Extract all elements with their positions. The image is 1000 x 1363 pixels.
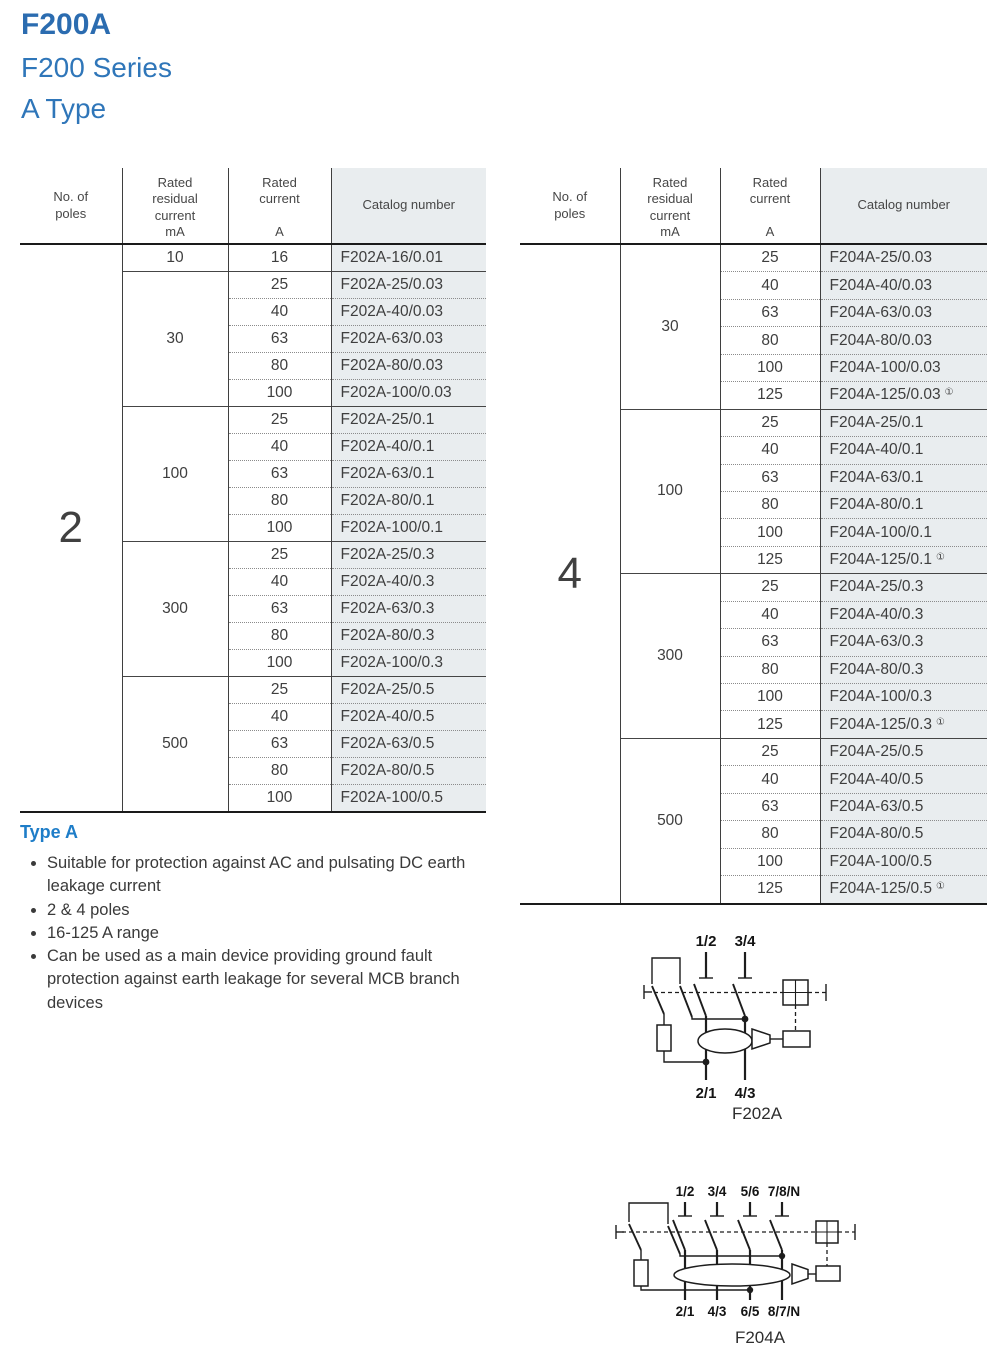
catalog-number: F204A-25/0.03 bbox=[820, 244, 987, 272]
rated-current-value: 25 bbox=[720, 574, 820, 601]
rated-current-value: 25 bbox=[228, 272, 331, 299]
bullet-item: • 2 & 4 poles bbox=[47, 899, 498, 922]
footnote-mark: ① bbox=[936, 716, 946, 728]
col-header-catalog-label: Catalog number bbox=[362, 197, 455, 213]
catalog-number: F202A-16/0.01 bbox=[331, 244, 486, 272]
junction-dot bbox=[703, 1059, 710, 1066]
residual-current-value: 300 bbox=[620, 574, 720, 739]
switch-mechanism-box bbox=[783, 980, 808, 1005]
rated-current-value: 100 bbox=[228, 380, 331, 407]
rated-current-value: 40 bbox=[720, 437, 820, 464]
junction-dot bbox=[779, 1253, 785, 1259]
catalog-number: F204A-63/0.3 bbox=[820, 629, 987, 656]
catalog-number: F202A-25/0.5 bbox=[331, 677, 486, 704]
footnote-mark: ① bbox=[944, 387, 954, 399]
col-header-residual-label: Rated residual current bbox=[152, 175, 198, 223]
catalog-number: F204A-125/0.5 ① bbox=[820, 876, 987, 903]
rated-current-value: 25 bbox=[720, 244, 820, 272]
bullet-item: • 16-125 A range bbox=[47, 922, 498, 945]
catalog-number: F202A-100/0.1 bbox=[331, 515, 486, 542]
catalog-number: F204A-100/0.5 bbox=[820, 848, 987, 875]
catalog-number: F204A-63/0.03 bbox=[820, 299, 987, 326]
catalog-number: F202A-63/0.3 bbox=[331, 596, 486, 623]
switch-mechanism-box bbox=[816, 1221, 838, 1243]
rated-current-value: 63 bbox=[720, 299, 820, 326]
catalog-number: F204A-80/0.1 bbox=[820, 491, 987, 518]
catalog-number: F202A-80/0.03 bbox=[331, 353, 486, 380]
residual-current-value: 100 bbox=[620, 409, 720, 574]
col-header-poles-label: No. of poles bbox=[53, 189, 89, 221]
catalog-number: F204A-80/0.5 bbox=[820, 821, 987, 848]
page-subtitle-series: F200 Series bbox=[21, 52, 172, 83]
rated-current-value: 40 bbox=[228, 569, 331, 596]
poles-value: 2 bbox=[58, 503, 83, 552]
col-header-catalog-number bbox=[820, 168, 987, 244]
table-header-row bbox=[520, 168, 987, 244]
f202a-wiring-diagram bbox=[640, 928, 840, 1103]
terminal-label: 7/8/N bbox=[767, 1184, 801, 1199]
terminal-label: 3/4 bbox=[707, 1184, 727, 1199]
rated-current-value: 63 bbox=[720, 464, 820, 491]
terminal-label: 3/4 bbox=[734, 933, 756, 950]
table-row bbox=[520, 244, 987, 272]
rated-current-value: 80 bbox=[228, 353, 331, 380]
col-header-residual-unit: mA bbox=[165, 224, 185, 239]
rated-current-value: 63 bbox=[228, 461, 331, 488]
table-header-row bbox=[20, 168, 486, 244]
catalog-number: F202A-80/0.1 bbox=[331, 488, 486, 515]
col-header-residual-unit: mA bbox=[660, 224, 680, 239]
col-header-poles bbox=[520, 168, 620, 244]
residual-current-value: 30 bbox=[122, 272, 228, 407]
catalog-number: F204A-40/0.3 bbox=[820, 601, 987, 628]
col-header-poles bbox=[20, 168, 122, 244]
terminal-label: 6/5 bbox=[740, 1304, 760, 1319]
current-transformer-toroid bbox=[698, 1029, 752, 1053]
catalog-number: F202A-100/0.03 bbox=[331, 380, 486, 407]
catalog-number: F204A-125/0.1 ① bbox=[820, 546, 987, 573]
rated-current-value: 80 bbox=[720, 491, 820, 518]
col-header-rated-current bbox=[228, 168, 331, 244]
rated-current-value: 100 bbox=[228, 650, 331, 677]
catalog-number: F204A-125/0.3 ① bbox=[820, 711, 987, 738]
catalog-number: F202A-25/0.03 bbox=[331, 272, 486, 299]
terminal-label: 2/1 bbox=[695, 1085, 717, 1102]
rated-current-value: 40 bbox=[720, 601, 820, 628]
test-resistor bbox=[657, 1025, 671, 1051]
rated-current-value: 40 bbox=[228, 434, 331, 461]
catalog-number: F204A-25/0.5 bbox=[820, 738, 987, 765]
catalog-number: F204A-80/0.03 bbox=[820, 327, 987, 354]
rated-current-value: 100 bbox=[720, 519, 820, 546]
residual-current-value: 30 bbox=[620, 244, 720, 409]
col-header-poles-label: No. of poles bbox=[552, 189, 588, 221]
catalog-number: F204A-63/0.1 bbox=[820, 464, 987, 491]
catalog-number: F202A-40/0.3 bbox=[331, 569, 486, 596]
catalog-number: F202A-63/0.03 bbox=[331, 326, 486, 353]
f204a-wiring-diagram bbox=[610, 1178, 870, 1323]
sensing-arrow bbox=[752, 1029, 770, 1049]
rated-current-value: 63 bbox=[720, 629, 820, 656]
rated-current-value: 63 bbox=[228, 731, 331, 758]
f204a-selection-table bbox=[520, 168, 987, 905]
col-header-residual-label: Rated residual current bbox=[647, 175, 693, 223]
junction-dot bbox=[747, 1287, 753, 1293]
pole-4 bbox=[770, 1202, 789, 1300]
catalog-number: F202A-40/0.03 bbox=[331, 299, 486, 326]
catalog-number: F204A-25/0.3 bbox=[820, 574, 987, 601]
f204a-caption: F204A bbox=[734, 1328, 786, 1347]
f202a-selection-table bbox=[20, 168, 486, 813]
catalog-number: F202A-80/0.3 bbox=[331, 623, 486, 650]
rated-current-value: 25 bbox=[720, 738, 820, 765]
rated-current-value: 100 bbox=[720, 848, 820, 875]
type-a-bullet-list bbox=[20, 852, 498, 1015]
pole-2 bbox=[733, 952, 752, 1080]
terminal-label: 1/2 bbox=[695, 933, 717, 950]
table-row bbox=[20, 244, 486, 272]
rated-current-value: 16 bbox=[228, 244, 331, 272]
rated-current-value: 125 bbox=[720, 546, 820, 573]
rated-current-value: 25 bbox=[720, 409, 820, 436]
rated-current-value: 63 bbox=[228, 596, 331, 623]
page-subtitle-type: A Type bbox=[21, 93, 107, 124]
type-a-heading: Type A bbox=[20, 822, 79, 842]
rated-current-value: 100 bbox=[720, 354, 820, 381]
catalog-number: F202A-100/0.5 bbox=[331, 785, 486, 812]
terminal-label: 4/3 bbox=[734, 1085, 756, 1102]
col-header-residual-current bbox=[620, 168, 720, 244]
rated-current-value: 80 bbox=[228, 623, 331, 650]
rated-current-value: 100 bbox=[720, 684, 820, 711]
catalog-number: F202A-40/0.5 bbox=[331, 704, 486, 731]
catalog-number: F204A-40/0.03 bbox=[820, 272, 987, 299]
catalog-number: F204A-40/0.1 bbox=[820, 437, 987, 464]
f202a-caption: F202A bbox=[731, 1104, 783, 1123]
catalog-number: F204A-100/0.03 bbox=[820, 354, 987, 381]
trip-relay bbox=[783, 1031, 810, 1047]
sensing-arrow bbox=[792, 1264, 808, 1284]
residual-current-value: 500 bbox=[620, 738, 720, 902]
rated-current-value: 63 bbox=[720, 793, 820, 820]
catalog-number: F204A-80/0.3 bbox=[820, 656, 987, 683]
catalog-number: F204A-125/0.03 ① bbox=[820, 382, 987, 409]
f202a-table bbox=[20, 168, 486, 811]
rated-current-value: 100 bbox=[228, 785, 331, 812]
rated-current-value: 25 bbox=[228, 542, 331, 569]
pole-1 bbox=[673, 1202, 692, 1300]
catalog-number: F204A-40/0.5 bbox=[820, 766, 987, 793]
residual-current-value: 300 bbox=[122, 542, 228, 677]
bullet-item: • Can be used as a main device providing ground fault protection against earth leakage for several MCB branch devices bbox=[47, 945, 498, 1015]
bullet-item: • Suitable for protection against AC and pulsating DC earth leakage current bbox=[47, 852, 498, 899]
rated-current-value: 25 bbox=[228, 407, 331, 434]
catalog-number: F202A-25/0.1 bbox=[331, 407, 486, 434]
rated-current-value: 125 bbox=[720, 876, 820, 903]
rated-current-value: 80 bbox=[720, 656, 820, 683]
catalog-number: F202A-63/0.1 bbox=[331, 461, 486, 488]
f204a-table bbox=[520, 168, 987, 903]
catalog-number: F202A-100/0.3 bbox=[331, 650, 486, 677]
rated-current-value: 80 bbox=[720, 821, 820, 848]
residual-current-value: 100 bbox=[122, 407, 228, 542]
catalog-number: F202A-25/0.3 bbox=[331, 542, 486, 569]
rated-current-value: 80 bbox=[228, 758, 331, 785]
rated-current-value: 80 bbox=[720, 327, 820, 354]
terminal-label: 2/1 bbox=[675, 1304, 695, 1319]
col-header-residual-current bbox=[122, 168, 228, 244]
catalog-number: F204A-63/0.5 bbox=[820, 793, 987, 820]
rated-current-value: 40 bbox=[228, 704, 331, 731]
catalog-number: F204A-25/0.1 bbox=[820, 409, 987, 436]
residual-current-value: 10 bbox=[122, 244, 228, 272]
page-title: F200A bbox=[21, 8, 112, 41]
catalog-number: F202A-80/0.5 bbox=[331, 758, 486, 785]
junction-dot bbox=[742, 1016, 749, 1023]
footnote-mark: ① bbox=[936, 881, 946, 893]
rated-current-value: 40 bbox=[720, 766, 820, 793]
rated-current-value: 25 bbox=[228, 677, 331, 704]
trip-relay bbox=[816, 1266, 840, 1281]
col-header-current-unit: A bbox=[765, 224, 775, 239]
current-transformer-toroid bbox=[674, 1264, 790, 1286]
col-header-rated-current bbox=[720, 168, 820, 244]
terminal-label: 5/6 bbox=[740, 1184, 760, 1199]
rated-current-value: 40 bbox=[228, 299, 331, 326]
rated-current-value: 125 bbox=[720, 382, 820, 409]
terminal-label: 1/2 bbox=[675, 1184, 695, 1199]
residual-current-value: 500 bbox=[122, 677, 228, 812]
rated-current-value: 80 bbox=[228, 488, 331, 515]
col-header-catalog-number bbox=[331, 168, 486, 244]
terminal-label: 8/7/N bbox=[767, 1304, 801, 1319]
rated-current-value: 100 bbox=[228, 515, 331, 542]
col-header-current-label: Rated current bbox=[259, 175, 300, 207]
col-header-current-label: Rated current bbox=[749, 175, 791, 207]
catalog-number: F202A-63/0.5 bbox=[331, 731, 486, 758]
catalog-number: F204A-100/0.1 bbox=[820, 519, 987, 546]
test-resistor bbox=[634, 1260, 648, 1286]
footnote-mark: ① bbox=[936, 552, 946, 564]
rated-current-value: 125 bbox=[720, 711, 820, 738]
terminal-label: 4/3 bbox=[707, 1304, 727, 1319]
type-a-section bbox=[20, 822, 498, 1015]
poles-value: 4 bbox=[557, 548, 582, 598]
catalog-number: F204A-100/0.3 bbox=[820, 684, 987, 711]
col-header-catalog-label: Catalog number bbox=[857, 197, 950, 213]
catalog-number: F202A-40/0.1 bbox=[331, 434, 486, 461]
rated-current-value: 63 bbox=[228, 326, 331, 353]
rated-current-value: 40 bbox=[720, 272, 820, 299]
col-header-current-unit: A bbox=[275, 224, 284, 239]
